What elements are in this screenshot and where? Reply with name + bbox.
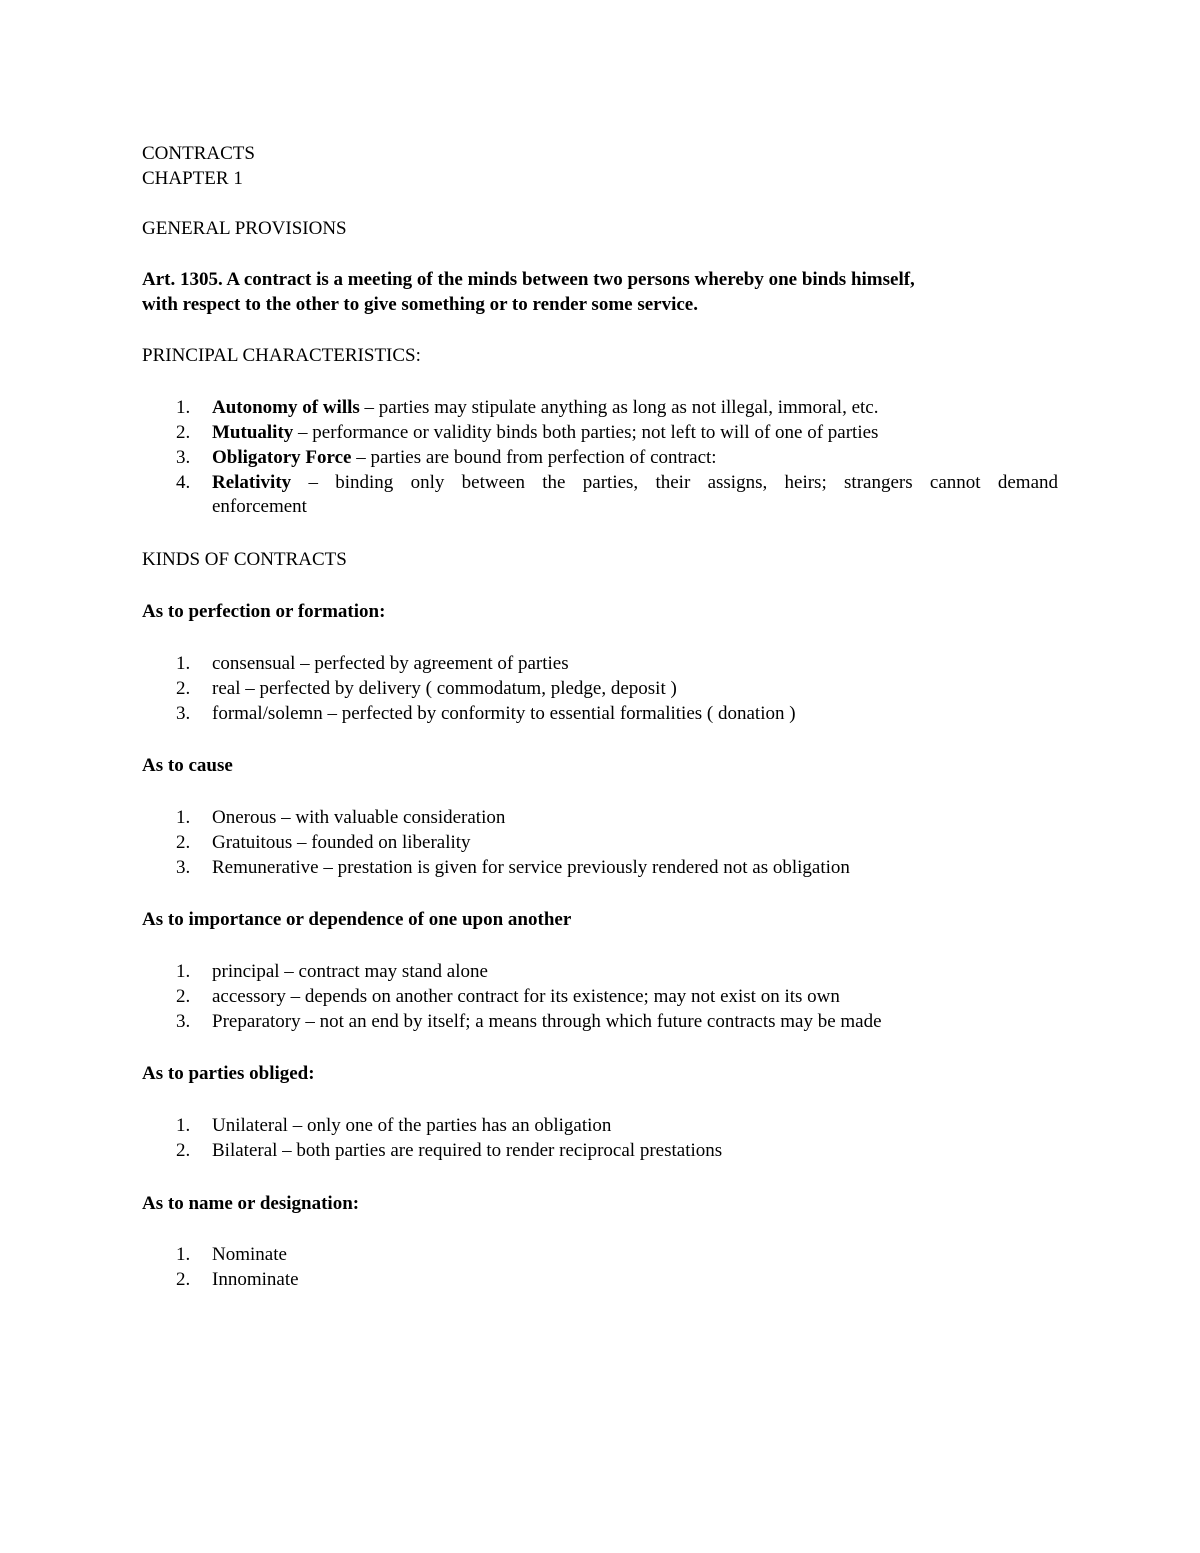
- list-text: Gratuitous – founded on liberality: [212, 832, 471, 853]
- list-text: Bilateral – both parties are required to render reciprocal prestations: [212, 1140, 723, 1161]
- list-number: 3.: [176, 447, 191, 468]
- item-desc: – parties may stipulate anything as long as not illegal, immoral, etc.: [359, 397, 879, 418]
- chapter-heading: CHAPTER 1: [142, 168, 243, 189]
- list-text: Nominate: [212, 1244, 287, 1265]
- article-line-1: Art. 1305. A contract is a meeting of the minds between two persons whereby one binds himself,: [142, 269, 915, 290]
- list-number: 2.: [176, 1140, 191, 1161]
- cause-heading: As to cause: [142, 755, 233, 776]
- document-title: CONTRACTS: [142, 143, 255, 164]
- list-number: 1.: [176, 1115, 191, 1136]
- list-number: 3.: [176, 857, 191, 878]
- perfection-heading: As to perfection or formation:: [142, 601, 386, 622]
- importance-heading: As to importance or dependence of one upon another: [142, 909, 572, 930]
- list-number: 1.: [176, 807, 191, 828]
- list-number: 1.: [176, 653, 191, 674]
- list-number: 3.: [176, 1011, 191, 1032]
- list-number: 4.: [176, 472, 191, 493]
- kinds-heading: KINDS OF CONTRACTS: [142, 549, 347, 570]
- list-number: 2.: [176, 678, 191, 699]
- list-number: 1.: [176, 397, 191, 418]
- list-text: real – perfected by delivery ( commodatum, pledge, deposit ): [212, 678, 677, 699]
- list-number: 2.: [176, 1269, 191, 1290]
- list-text: Unilateral – only one of the parties has an obligation: [212, 1115, 612, 1136]
- item-desc: – binding only between the parties, their assigns, heirs; strangers cannot demand enforcement: [212, 472, 1058, 517]
- item-term: Autonomy of wills: [212, 397, 360, 418]
- list-text: Onerous – with valuable consideration: [212, 807, 506, 828]
- list-number: 2.: [176, 986, 191, 1007]
- list-text: principal – contract may stand alone: [212, 961, 488, 982]
- parties-heading: As to parties obliged:: [142, 1063, 315, 1084]
- item-term: Obligatory Force: [212, 447, 352, 468]
- list-text: consensual – perfected by agreement of parties: [212, 653, 569, 674]
- item-desc: – parties are bound from perfection of contract:: [351, 447, 717, 468]
- item-desc: – performance or validity binds both parties; not left to will of one of parties: [293, 422, 879, 443]
- list-number: 2.: [176, 832, 191, 853]
- list-number: 2.: [176, 422, 191, 443]
- list-text: formal/solemn – perfected by conformity to essential formalities ( donation ): [212, 703, 796, 724]
- list-number: 1.: [176, 961, 191, 982]
- item-term: Relativity: [212, 472, 292, 493]
- list-number: 1.: [176, 1244, 191, 1265]
- article-line-2: with respect to the other to give something or to render some service.: [142, 294, 698, 315]
- list-text: Remunerative – prestation is given for service previously rendered not as obligation: [212, 857, 850, 878]
- list-text: Preparatory – not an end by itself; a means through which future contracts may be made: [212, 1011, 882, 1032]
- name-heading: As to name or designation:: [142, 1193, 360, 1214]
- item-term: Mutuality: [212, 422, 294, 443]
- section-heading: GENERAL PROVISIONS: [142, 218, 347, 239]
- principal-heading: PRINCIPAL CHARACTERISTICS:: [142, 345, 421, 366]
- list-number: 3.: [176, 703, 191, 724]
- list-text: accessory – depends on another contract for its existence; may not exist on its own: [212, 986, 840, 1007]
- list-text: Innominate: [212, 1269, 299, 1290]
